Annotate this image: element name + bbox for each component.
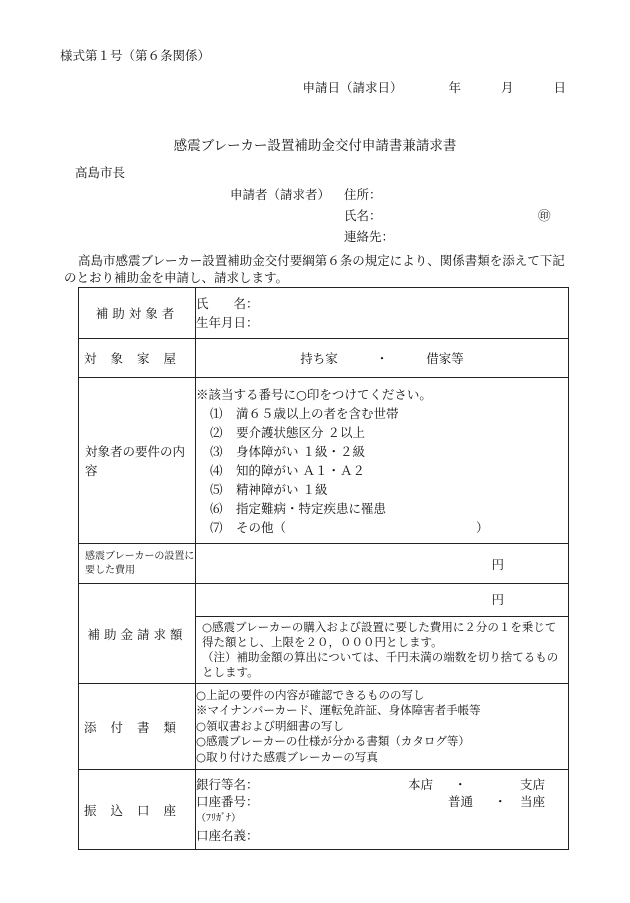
- requirement-text: 満６５歳以上の者を含む世帯: [236, 405, 399, 421]
- account-holder-field[interactable]: 口座名義：: [196, 827, 259, 843]
- ordinary-option[interactable]: 普通: [448, 793, 474, 809]
- target-person-header: 補助対象者: [79, 288, 196, 339]
- house-header: 対象家屋: [79, 339, 196, 378]
- target-person-cell: [196, 288, 569, 339]
- requirement-item[interactable]: [196, 404, 568, 423]
- head-office-option[interactable]: 本店: [408, 776, 434, 792]
- requirements-list: [196, 404, 568, 537]
- document-title: 感震ブレーカー設置補助金交付申請書兼請求書: [173, 138, 457, 154]
- application-form-table: [78, 287, 569, 850]
- claim-unit: 円: [491, 592, 504, 607]
- requirement-item[interactable]: [196, 461, 568, 480]
- cost-field[interactable]: [196, 544, 569, 584]
- cost-unit: 円: [491, 556, 504, 572]
- requirement-item[interactable]: [196, 480, 568, 499]
- application-date-line: [303, 78, 566, 96]
- applicant-label: 申請者（請求者）: [230, 187, 331, 202]
- birth-date-field[interactable]: 生年月日：: [196, 315, 259, 330]
- requirement-number: ⑵: [210, 424, 223, 440]
- address-label: 住所：: [344, 187, 382, 202]
- bank-cell: [196, 770, 569, 850]
- requirement-text: 指定難病・特定疾患に罹患: [236, 500, 387, 516]
- date-label: 申請日（請求日）: [302, 80, 403, 95]
- requirement-item[interactable]: [196, 518, 568, 537]
- bank-name-field[interactable]: 銀行等名：: [196, 776, 259, 792]
- claim-note-1: ○感震ブレーカーの購入および設置に要した費用に２分の１を乗じて得た額とし、上限を２０，０００円とします。: [202, 620, 557, 649]
- attachments-row: [79, 684, 569, 770]
- requirements-instruction: ※該当する番号に○印をつけてください。: [196, 386, 432, 402]
- applicant-block: [230, 184, 551, 247]
- house-row: [79, 339, 569, 378]
- day-label: 日: [553, 80, 566, 95]
- attachment-item: ○領収書および明細書の写し: [196, 718, 345, 733]
- cost-header: 感震ブレーカーの設置に要した費用: [79, 544, 196, 584]
- claim-note-2: （注）補助金額の算出については、千円未満の端数を切り捨てるものとします。: [202, 650, 559, 679]
- requirement-number: ⑹: [210, 500, 223, 516]
- cost-row: [79, 544, 569, 584]
- house-cell: [196, 339, 569, 378]
- target-name-field[interactable]: 氏 名：: [196, 296, 259, 311]
- account-separator: ・: [494, 793, 507, 809]
- requirement-item[interactable]: [196, 499, 568, 518]
- name-label: 氏名：: [344, 208, 382, 223]
- claim-notes: [196, 617, 568, 683]
- attachments-header: 添付書類: [79, 684, 196, 770]
- account-number-line: [196, 793, 568, 810]
- bank-header: 振込口座: [79, 770, 196, 850]
- requirement-item[interactable]: [196, 423, 568, 442]
- requirement-number: ⑷: [210, 462, 223, 478]
- claim-amount-field[interactable]: [196, 584, 568, 617]
- rented-house-option[interactable]: 借家等: [426, 351, 464, 366]
- attachment-item: ○上記の要件の内容が確認できるものの写し: [196, 687, 425, 702]
- attachment-item: ○感震ブレーカーの仕様が分かる書類（カタログ等）: [196, 734, 470, 749]
- requirement-text: 身体障がい １級・２級: [236, 443, 365, 459]
- requirement-number: ⑴: [210, 405, 223, 421]
- addressee: 高島市長: [75, 165, 126, 180]
- furigana-label: （ﾌﾘｶﾞﾅ）: [196, 812, 241, 824]
- current-option[interactable]: 当座: [520, 793, 546, 809]
- requirement-number: ⑺: [210, 519, 223, 535]
- attachment-item: ○取り付けた感震ブレーカーの写真: [196, 749, 378, 764]
- requirement-number: ⑸: [210, 481, 223, 497]
- target-person-row: [79, 288, 569, 339]
- month-label: 月: [501, 80, 514, 95]
- form-number: 様式第１号（第６条関係）: [60, 48, 211, 63]
- requirement-number: ⑶: [210, 443, 223, 459]
- requirement-text: 精神障がい １級: [236, 481, 328, 497]
- year-label: 年: [448, 80, 462, 95]
- requirement-text: 知的障がい Ａ１・Ａ２: [236, 462, 365, 478]
- requirement-text: 要介護状態区分 ２以上: [236, 424, 365, 440]
- bank-row: [79, 770, 569, 850]
- requirement-text: その他（: [236, 519, 287, 535]
- requirements-cell: [196, 378, 569, 544]
- bank-separator: ・: [454, 776, 467, 792]
- claim-row: [79, 584, 569, 684]
- contact-label: 連絡先：: [344, 229, 395, 244]
- bank-name-line: [196, 776, 568, 793]
- claim-header: 補助金請求額: [79, 584, 196, 684]
- house-separator: ・: [375, 351, 389, 366]
- branch-option[interactable]: 支店: [520, 776, 546, 792]
- owned-house-option[interactable]: 持ち家: [300, 351, 338, 366]
- requirements-row: [79, 378, 569, 544]
- requirements-header: 対象者の要件の内容: [79, 378, 196, 544]
- claim-cell: [196, 584, 569, 684]
- intro-paragraph: 高島市感震ブレーカー設置補助金交付要綱第６条の規定により、関係書類を添えて下記のとおり補助金を申請し、請求します。: [64, 253, 565, 285]
- requirement-item[interactable]: [196, 442, 568, 461]
- attachments-cell: [196, 684, 569, 770]
- attachment-item: ※マイナンバーカード、運転免許証、身体障害者手帳等: [196, 703, 481, 718]
- seal-mark: ㊞: [538, 208, 551, 223]
- other-close-paren: ）: [476, 519, 489, 535]
- account-number-field[interactable]: 口座番号：: [196, 793, 259, 809]
